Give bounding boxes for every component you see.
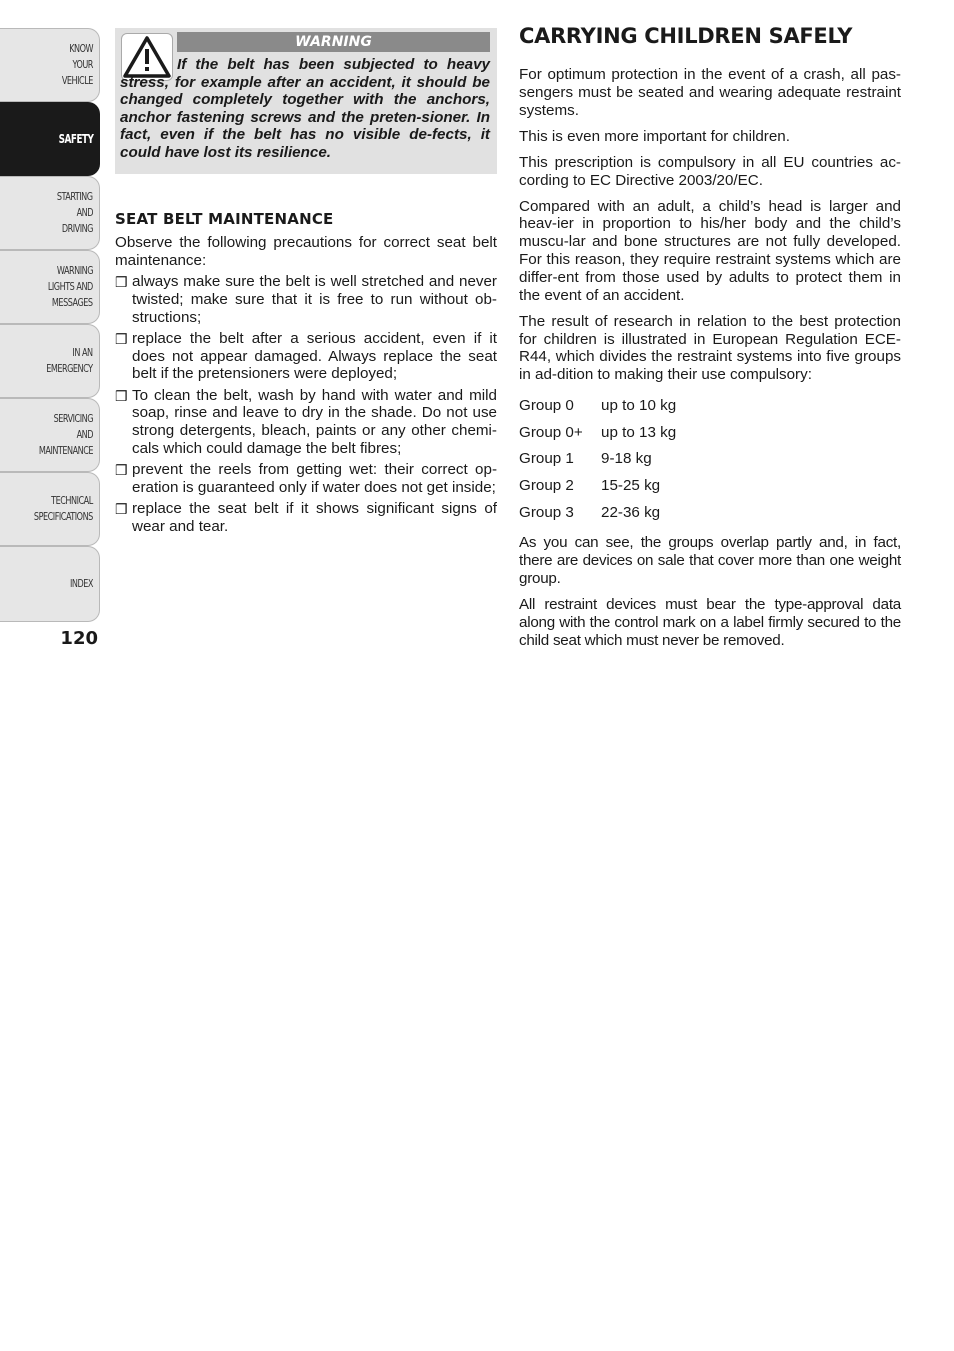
group-range: 15-25 kg (601, 477, 661, 495)
maintenance-intro: Observe the following precautions for correct seat belt maintenance: (115, 234, 497, 269)
maintenance-list (115, 273, 497, 539)
list-item-text: replace the belt after a serious accident, even if it does not appear damaged. Always replace the seat belt if the pretensioners were deployed; (132, 329, 497, 383)
tab-starting-and-driving[interactable] (0, 176, 100, 250)
tab-warning-lights-and-messages[interactable] (0, 250, 100, 324)
warning-box (115, 28, 497, 174)
tab-servicing-and-maintenance[interactable] (0, 398, 100, 472)
weight-groups-table (519, 392, 901, 526)
group-range: up to 10 kg (601, 396, 677, 414)
checkbox-bullet-icon: ❒ (115, 387, 128, 404)
tab-label: IN AN (72, 346, 93, 359)
paragraph: This is even more important for children. (519, 127, 790, 145)
tab-label: LIGHTS AND (48, 280, 93, 293)
paragraph: Compared with an adult, a child’s head is larger and heav-ier in proportion to his/her body and the child’s muscu-lar and bone structures are not fully developed. For this reason, they require restraint systems which are differ-ent from those used by adults to protect them in the event of an accident. (519, 197, 901, 304)
group-name: Group 0 (519, 396, 574, 414)
children-section (519, 66, 901, 658)
tab-label: AND (76, 206, 93, 219)
group-range: 22-36 kg (601, 503, 661, 521)
list-item-text: To clean the belt, wash by hand with water and mild soap, rinse and leave to dry in the shade. Do not use strong detergents, bleach, paints or any other chemi-cals which could damage the belt fibres; (132, 386, 497, 457)
group-name: Group 3 (519, 503, 574, 521)
paragraph: As you can see, the groups overlap partly and, in fact, there are devices on sale that cover more than one weight group. (519, 534, 901, 587)
tab-label: WARNING (56, 264, 93, 277)
checkbox-bullet-icon: ❒ (115, 462, 128, 479)
tab-label: VEHICLE (61, 74, 93, 87)
group-row (519, 499, 901, 526)
group-name: Group 2 (519, 477, 574, 495)
tab-label: STARTING (57, 190, 93, 203)
checkbox-bullet-icon: ❒ (115, 330, 128, 347)
tab-know-your-vehicle[interactable] (0, 28, 100, 102)
page-number: 120 (60, 628, 98, 649)
list-item-text: replace the seat belt if it shows significant signs of wear and tear. (132, 500, 497, 535)
group-range: up to 13 kg (601, 423, 677, 441)
section-title-maintenance: SEAT BELT MAINTENANCE (115, 210, 334, 228)
tab-label: SERVICING (53, 412, 93, 425)
list-item-text: always make sure the belt is well stretched and never twisted; make sure that it is free to run without ob-structions; (132, 273, 497, 326)
list-item (115, 387, 497, 458)
tab-technical-specifications[interactable] (0, 472, 100, 546)
tab-label: AND (76, 428, 93, 441)
warning-text-content: If the belt has been subjected to heavy stress, for example after an accident, it should be changed completely together with the anchors, anchor fastening screws and the preten-sioner. In fact, even if the belt has no visible de-fects, it could have lost its resilience. (120, 56, 490, 161)
paragraph: This prescription is compulsory in all EU countries ac-cording to EC Directive 2003/20/EC. (519, 153, 901, 189)
tab-label: INDEX (70, 577, 93, 590)
paragraph: All restraint devices must bear the type-approval data along with the control mark on a label firmly secured to the child seat which must never be removed. (519, 595, 901, 649)
checkbox-bullet-icon: ❒ (115, 274, 128, 290)
group-name: Group 1 (519, 450, 574, 468)
checkbox-bullet-icon: ❒ (115, 501, 128, 518)
tab-label: EMERGENCY (46, 362, 93, 375)
group-row (519, 419, 901, 446)
warning-header: WARNING (177, 32, 490, 52)
tab-safety[interactable] (0, 102, 100, 176)
tab-label: SAFETY (58, 132, 93, 146)
paragraph: For optimum protection in the event of a crash, all pas-sengers must be seated and wearing adequate restraint systems. (519, 66, 901, 119)
group-name: Group 0+ (519, 423, 583, 441)
tab-label: MAINTENANCE (38, 444, 93, 457)
list-item (115, 273, 497, 326)
group-row (519, 446, 901, 473)
tab-index[interactable] (0, 546, 100, 622)
warning-text (120, 56, 490, 162)
group-row (519, 392, 901, 419)
list-item (115, 330, 497, 383)
section-title-children: CARRYING CHILDREN SAFELY (519, 24, 853, 48)
tab-label: SPECIFICATIONS (34, 510, 93, 523)
tab-label: TECHNICAL (51, 494, 93, 507)
list-item-text: prevent the reels from getting wet: their correct op-eration is guaranteed only if water does not get inside; (132, 461, 497, 496)
paragraph: The result of research in relation to the best protection for children is illustrated in European Regulation ECE-R44, which divides the restraint systems into five groups in ad-dition to making their use compulsory: (519, 312, 901, 384)
group-range: 9-18 kg (601, 450, 652, 468)
tab-label: KNOW (69, 42, 93, 55)
group-row (519, 473, 901, 500)
list-item (115, 461, 497, 497)
list-item (115, 500, 497, 536)
tab-label: MESSAGES (52, 296, 93, 309)
tab-in-an-emergency[interactable] (0, 324, 100, 398)
tab-label: YOUR (72, 58, 93, 71)
tab-label: DRIVING (61, 222, 93, 235)
